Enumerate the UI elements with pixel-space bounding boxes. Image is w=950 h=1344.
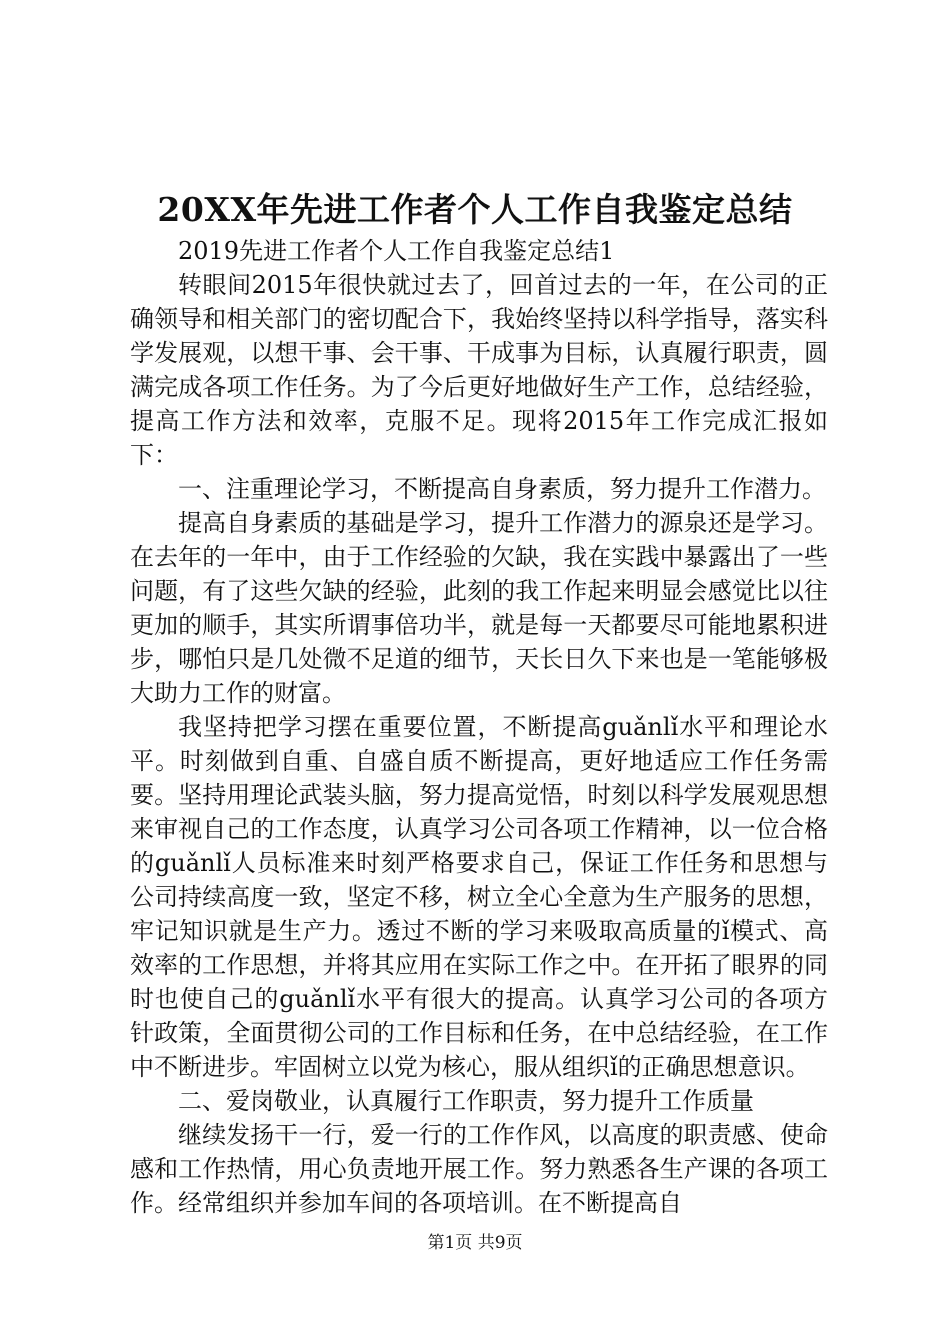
paragraph: 提高自身素质的基础是学习，提升工作潜力的源泉还是学习。在去年的一年中，由于工作经验的欠缺，我在实践中暴露出了一些问题，有了这些欠缺的经验，此刻的我工作起来明显会感觉比以往更加的顺手，其实所谓事倍功半，就是每一天都要尽可能地累积进步，哪怕只是几处微不足道的细节，天长日久下来也是一笔能够极大助力工作的财富。 (130, 509, 828, 707)
paragraph: 转眼间2015年很快就过去了，回首过去的一年，在公司的正确领导和相关部门的密切配合下，我始终坚持以科学指导，落实科学发展观，以想干事、会干事、干成事为目标，认真履行职责，圆满完成各项工作任务。为了今后更好地做好生产工作，总结经验，提高工作方法和效率，克服不足。现将2015年工作完成汇报如下： (130, 271, 828, 469)
page-footer: 第1页 共9页 (427, 1233, 523, 1253)
paragraph: 我坚持把学习摆在重要位置，不断提高guǎnlǐ水平和理论水平。时刻做到自重、自盛自质不断提高，更好地适应工作任务需要。坚持用理论武装头脑，努力提高觉悟，时刻以科学发展观思想来审视自己的工作态度，认真学习公司各项工作精神，以一位合格的guǎnlǐ人员标准来时刻严格要求自己，保证工作任务和思想与公司持续高度一致，坚定不移，树立全心全意为生产服务的思想，牢记知识就是生产力。透过不断的学习来吸取高质量的ǐ模式、高效率的工作思想，并将其应用在实际工作之中。在开拓了眼界的同时也使自己的guǎnlǐ水平有很大的提高。认真学习公司的各项方针政策，全面贯彻公司的工作目标和任务，在中总结经验，在工作中不断进步。牢固树立以党为核心，服从组织ǐ的正确思想意识。 (130, 713, 828, 1081)
document-title: 20XX年先进工作者个人工作自我鉴定总结 (157, 190, 793, 229)
paragraph-heading-1: 2019先进工作者个人工作自我鉴定总结1 (178, 237, 615, 265)
section-heading-2: 二、爱岗敬业，认真履行工作职责，努力提升工作质量 (178, 1087, 754, 1115)
document-body (130, 234, 828, 1220)
section-heading-1: 一、注重理论学习，不断提高自身素质，努力提升工作潜力。 (178, 475, 826, 503)
paragraph: 继续发扬干一行，爱一行的工作作风，以高度的职责感、使命感和工作热情，用心负责地开展工作。努力熟悉各生产课的各项工作。经常组织并参加车间的各项培训。在不断提高自 (130, 1121, 828, 1217)
